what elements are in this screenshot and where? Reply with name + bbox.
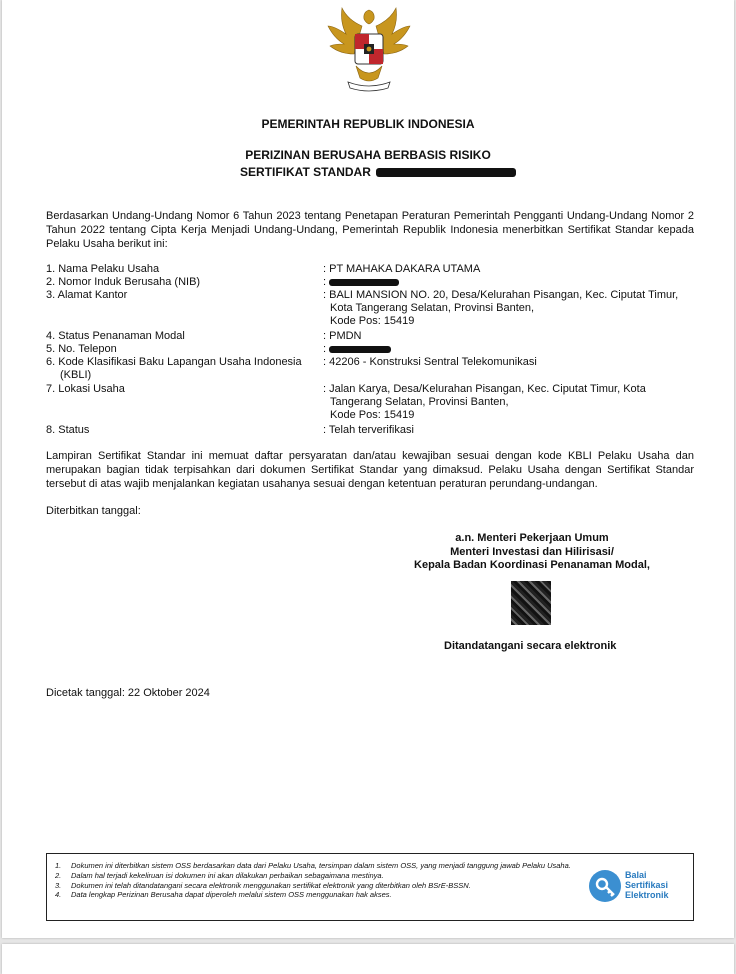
bsre-mark-icon — [589, 870, 621, 902]
field-value-nib — [323, 276, 399, 289]
footer-notes-box — [46, 853, 694, 921]
field-label-investment-status: 4. Status Penanaman Modal — [46, 330, 185, 342]
certificate-page — [2, 0, 734, 938]
field-label-nib: 2. Nomor Induk Berusaha (NIB) — [46, 276, 201, 288]
field-label-business-name: 1. Nama Pelaku Usaha — [46, 263, 160, 275]
footer-note-text: Dalam hal terjadi kekeliruan isi dokumen ini akan dilakukan perbaikan sebagaimana mestinya. — [71, 870, 384, 880]
field-value-business-location-2: Tangerang Selatan, Provinsi Banten, — [330, 396, 509, 408]
bsre-logo-text — [625, 870, 669, 900]
nib-colon: : — [323, 276, 327, 288]
field-value-office-address-1: : BALI MANSION NO. 20, Desa/Kelurahan Pisangan, Kec. Ciputat Timur, — [323, 289, 679, 301]
field-value-phone — [323, 343, 391, 356]
field-value-business-location-3: Kode Pos: 15419 — [330, 409, 415, 421]
field-value-status: : Telah terverifikasi — [323, 424, 414, 436]
field-label-phone: 5. No. Telepon — [46, 343, 117, 355]
bsre-line-2: Sertifikasi — [625, 880, 669, 890]
issued-date-label: Diterbitkan tanggal: — [46, 505, 141, 517]
footer-note — [55, 871, 600, 881]
footer-note — [55, 861, 600, 871]
footer-note-number: 4. — [55, 890, 62, 900]
certificate-title-text: SERTIFIKAT STANDAR — [240, 165, 371, 179]
signed-electronically-note: Ditandatangani secara elektronik — [444, 640, 617, 652]
field-value-office-address-2: Kota Tangerang Selatan, Provinsi Banten, — [330, 302, 535, 314]
redacted-qr-code — [511, 581, 551, 625]
footer-note-text: Dokumen ini telah ditandatangani secara elektronik menggunakan sertifikat elektronik yang diterbitkan oleh BSrE-BSSN. — [71, 880, 471, 890]
field-value-kbli: : 42206 - Konstruksi Sentral Telekomunikasi — [323, 356, 537, 368]
garuda-emblem-icon — [322, 4, 416, 96]
footer-note — [55, 890, 600, 900]
footer-note-text: Dokumen ini diterbitkan sistem OSS berdasarkan data dari Pelaku Usaha, tersimpan dalam sistem OSS, yang menjadi tanggung jawab Pelaku Usaha. — [71, 861, 571, 870]
redacted-phone — [329, 346, 391, 353]
footer-note — [55, 881, 600, 891]
footer-note-number: 3. — [55, 880, 62, 890]
field-label-office-address: 3. Alamat Kantor — [46, 289, 128, 301]
phone-colon: : — [323, 343, 327, 355]
signature-line-2: Menteri Investasi dan Hilirisasi/ — [450, 546, 614, 558]
field-value-investment-status: : PMDN — [323, 330, 362, 342]
redacted-certificate-number — [376, 168, 516, 177]
field-value-business-location-1: : Jalan Karya, Desa/Kelurahan Pisangan, Kec. Ciputat Timur, Kota — [323, 383, 646, 395]
field-value-business-name: : PT MAHAKA DAKARA UTAMA — [323, 263, 481, 275]
certificate-title — [240, 165, 516, 179]
next-page-edge — [2, 944, 734, 974]
bsre-logo-icon — [589, 870, 621, 902]
printed-date: Dicetak tanggal: 22 Oktober 2024 — [46, 687, 210, 699]
government-title: PEMERINTAH REPUBLIK INDONESIA — [261, 117, 475, 131]
intro-paragraph: Berdasarkan Undang-Undang Nomor 6 Tahun 2023 tentang Penetapan Peraturan Pemerintah Pengganti Undang-Undang Nomor 2 Tahun 2022 tentang Cipta Kerja Menjadi Undang-Undang, Pemerintah Republik Indonesia menerbitkan Sertifikat Standar kepada Pelaku Usaha berikut ini: — [46, 210, 694, 250]
signature-line-1: a.n. Menteri Pekerjaan Umum — [455, 532, 609, 544]
field-label-kbli-2: (KBLI) — [60, 369, 92, 381]
footer-notes-list — [55, 861, 600, 900]
field-label-business-location: 7. Lokasi Usaha — [46, 383, 125, 395]
signature-line-3: Kepala Badan Koordinasi Penanaman Modal, — [414, 559, 650, 571]
footer-note-number: 1. — [55, 861, 62, 870]
attachment-paragraph: Lampiran Sertifikat Standar ini memuat daftar persyaratan dan/atau kewajiban sesuai dengan kode KBLI Pelaku Usaha dan merupakan bagian tidak terpisahkan dari dokumen Sertifikat Standar yang dimaksud. Pelaku Usaha dengan Sertifikat Standar tersebut di atas wajib menjalankan kegiatan usahanya sesuai dengan ketentuan peraturan perundang-undangan. — [46, 450, 694, 490]
bsre-line-3: Elektronik — [625, 890, 669, 900]
field-label-kbli-1: 6. Kode Klasifikasi Baku Lapangan Usaha Indonesia — [46, 356, 302, 368]
field-label-status: 8. Status — [46, 424, 90, 436]
licensing-title: PERIZINAN BERUSAHA BERBASIS RISIKO — [245, 148, 491, 162]
bsre-line-1: Balai — [625, 870, 647, 880]
footer-note-number: 2. — [55, 870, 62, 880]
footer-note-text: Data lengkap Perizinan Berusaha dapat diperoleh melalui sistem OSS menggunakan hak akses. — [71, 890, 392, 900]
redacted-nib — [329, 279, 399, 286]
bsre-logo — [589, 868, 685, 912]
field-value-office-address-3: Kode Pos: 15419 — [330, 315, 415, 327]
